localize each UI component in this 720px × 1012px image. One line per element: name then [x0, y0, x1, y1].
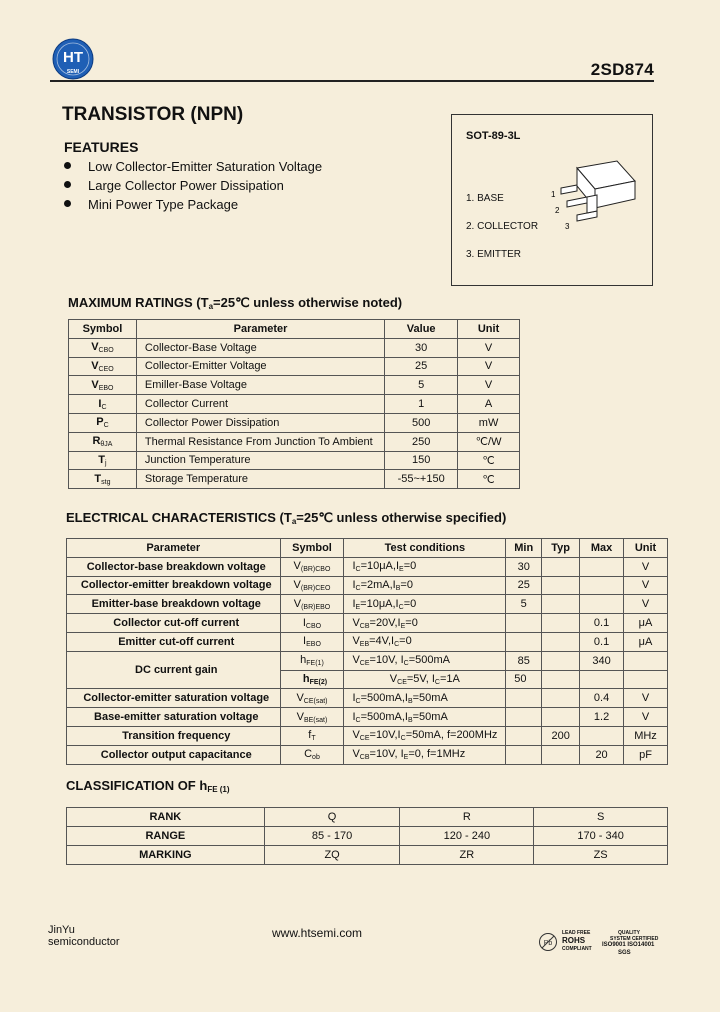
value-cell: 1: [385, 395, 458, 414]
parameter-cell: Collector-emitter breakdown voltage: [67, 576, 281, 595]
value-cell: 150: [385, 451, 458, 470]
table-row: [69, 432, 520, 451]
package-box: [451, 114, 653, 286]
unit-cell: V: [624, 595, 668, 614]
condition-cell: IC=500mA,IB=50mA: [344, 708, 506, 727]
symbol-cell: IC: [69, 395, 137, 414]
parameter-cell: Collector Current: [136, 395, 384, 414]
unit-cell: A: [458, 395, 520, 414]
condition-cell: VEB=4V,IC=0: [344, 632, 506, 651]
parameter-cell: Collector-Base Voltage: [136, 338, 384, 357]
min-cell: [506, 745, 542, 764]
max-cell: 0.1: [580, 614, 624, 633]
typ-cell: [542, 745, 580, 764]
table-header-row: Parameter Symbol Test conditions Min Typ Max Unit: [67, 539, 668, 558]
min-cell: [506, 689, 542, 708]
typ-cell: [542, 576, 580, 595]
symbol-cell: Cob: [280, 745, 344, 764]
parameter-cell: Emiller-Base Voltage: [136, 376, 384, 395]
value-cell: 30: [385, 338, 458, 357]
max-cell: 340: [580, 651, 624, 670]
parameter-cell: Base-emitter saturation voltage: [67, 708, 281, 727]
svg-text:2: 2: [555, 206, 560, 215]
svg-text:3: 3: [565, 222, 570, 231]
condition-cell: VCE=5V, IC=1A: [344, 670, 506, 689]
table-row: [69, 338, 520, 357]
classification-table: [66, 807, 668, 865]
svg-text:Pb: Pb: [543, 940, 553, 947]
typ-cell: [542, 595, 580, 614]
condition-cell: VCE=10V,IC=50mA, f=200MHz: [344, 726, 506, 745]
condition-cell: IE=10μA,IC=0: [344, 595, 506, 614]
typ-cell: [542, 614, 580, 633]
parameter-cell: Emitter cut-off current: [67, 632, 281, 651]
bullet-icon: [64, 181, 71, 188]
typ-cell: 200: [542, 726, 580, 745]
classification-cell: ZR: [400, 846, 534, 865]
typ-cell: [542, 708, 580, 727]
symbol-cell: ICBO: [280, 614, 344, 633]
unit-cell: V: [624, 708, 668, 727]
min-cell: [506, 708, 542, 727]
symbol-cell: hFE(2): [280, 670, 344, 689]
symbol-cell: VEBO: [69, 376, 137, 395]
typ-cell: [542, 670, 580, 689]
unit-cell: V: [624, 689, 668, 708]
page-title: TRANSISTOR (NPN): [62, 104, 244, 125]
parameter-cell: DC current gain: [67, 651, 281, 689]
typ-cell: [542, 689, 580, 708]
symbol-cell: VCBO: [69, 338, 137, 357]
table-row: [69, 395, 520, 414]
min-cell: [506, 632, 542, 651]
value-cell: 250: [385, 432, 458, 451]
classification-cell: 170 - 340: [534, 827, 668, 846]
classification-cell: S: [534, 808, 668, 827]
website-link[interactable]: www.htsemi.com: [272, 926, 363, 940]
value-cell: 500: [385, 413, 458, 432]
table-row: [67, 557, 668, 576]
symbol-cell: hFE(1): [280, 651, 344, 670]
unit-cell: MHz: [624, 726, 668, 745]
typ-cell: [542, 651, 580, 670]
table-row: [69, 451, 520, 470]
max-ratings-table: [68, 319, 520, 489]
table-header-row: Symbol Parameter Value Unit: [69, 320, 520, 339]
parameter-cell: Collector-base breakdown voltage: [67, 557, 281, 576]
table-row: [69, 470, 520, 489]
table-row: [67, 689, 668, 708]
electrical-table: [66, 538, 668, 765]
pin-label: 3. EMITTER: [466, 249, 522, 260]
symbol-cell: VBE(sat): [280, 708, 344, 727]
max-cell: 20: [580, 745, 624, 764]
unit-cell: V: [458, 376, 520, 395]
value-cell: 5: [385, 376, 458, 395]
classification-cell: MARKING: [67, 846, 265, 865]
symbol-cell: fT: [280, 726, 344, 745]
max-cell: [580, 726, 624, 745]
min-cell: 25: [506, 576, 542, 595]
table-row: [69, 357, 520, 376]
symbol-cell: VCEO: [69, 357, 137, 376]
symbol-cell: V(BR)EBO: [280, 595, 344, 614]
condition-cell: VCB=20V,IE=0: [344, 614, 506, 633]
unit-cell: μA: [624, 632, 668, 651]
min-cell: 5: [506, 595, 542, 614]
parameter-cell: Collector output capacitance: [67, 745, 281, 764]
min-cell: 50: [506, 670, 542, 689]
unit-cell: V: [458, 357, 520, 376]
classification-cell: RANGE: [67, 827, 265, 846]
table-row: [69, 413, 520, 432]
logo-subtext: SEMI: [66, 69, 80, 75]
table-row: [69, 376, 520, 395]
company-name: JinYu semiconductor: [48, 924, 120, 948]
table-row: [67, 708, 668, 727]
feature-item: Low Collector-Emitter Saturation Voltage: [64, 159, 322, 174]
parameter-cell: Transition frequency: [67, 726, 281, 745]
table-row: [67, 651, 668, 670]
value-cell: 25: [385, 357, 458, 376]
package-drawing-icon: [547, 153, 642, 238]
max-cell: [580, 557, 624, 576]
max-cell: 1.2: [580, 708, 624, 727]
features-heading: FEATURES: [64, 139, 139, 155]
table-row: [67, 726, 668, 745]
parameter-cell: Emitter-base breakdown voltage: [67, 595, 281, 614]
max-ratings-heading: MAXIMUM RATINGS ($T_a=25℃$ unless otherwise noted): [68, 295, 403, 311]
symbol-cell: RθJA: [69, 432, 137, 451]
certification-badges: Pb LEAD FREE ROHS COMPLIANT QUALITY SYSTEM CERTIFIED ISO9001 ISO14001 SGS: [538, 928, 678, 960]
classification-cell: 120 - 240: [400, 827, 534, 846]
table-row: [67, 632, 668, 651]
table-row: [67, 846, 668, 865]
classification-cell: Q: [264, 808, 400, 827]
symbol-cell: V(BR)CEO: [280, 576, 344, 595]
symbol-cell: Tstg: [69, 470, 137, 489]
classification-cell: 85 - 170: [264, 827, 400, 846]
condition-cell: IC=2mA,IB=0: [344, 576, 506, 595]
classification-cell: ZS: [534, 846, 668, 865]
header-divider: [50, 80, 654, 82]
table-row: [67, 595, 668, 614]
typ-cell: [542, 557, 580, 576]
logo-text: HT: [63, 49, 83, 66]
bullet-icon: [64, 162, 71, 169]
condition-cell: IC=10μA,IE=0: [344, 557, 506, 576]
classification-cell: R: [400, 808, 534, 827]
unit-cell: mW: [458, 413, 520, 432]
unit-cell: ℃: [458, 470, 520, 489]
pb-free-icon: [538, 932, 558, 952]
min-cell: [506, 726, 542, 745]
min-cell: 85: [506, 651, 542, 670]
condition-cell: VCB=10V, IE=0, f=1MHz: [344, 745, 506, 764]
bullet-icon: [64, 200, 71, 207]
typ-cell: [542, 632, 580, 651]
min-cell: 30: [506, 557, 542, 576]
unit-cell: [624, 651, 668, 670]
parameter-cell: Collector-emitter saturation voltage: [67, 689, 281, 708]
parameter-cell: Collector Power Dissipation: [136, 413, 384, 432]
classification-heading: CLASSIFICATION OF $h_{FE (1)}$: [66, 778, 230, 794]
parameter-cell: Junction Temperature: [136, 451, 384, 470]
part-number: 2SD874: [590, 60, 654, 79]
pin-label: 2. COLLECTOR: [466, 221, 539, 232]
condition-cell: VCE=10V, IC=500mA: [344, 651, 506, 670]
symbol-cell: Tj: [69, 451, 137, 470]
pin-label: 1. BASE: [466, 193, 504, 204]
unit-cell: ℃/W: [458, 432, 520, 451]
unit-cell: [624, 670, 668, 689]
table-row: [67, 808, 668, 827]
unit-cell: V: [458, 338, 520, 357]
max-cell: [580, 576, 624, 595]
value-cell: -55~+150: [385, 470, 458, 489]
table-row: [67, 827, 668, 846]
table-row: [67, 576, 668, 595]
unit-cell: V: [624, 557, 668, 576]
max-cell: 0.4: [580, 689, 624, 708]
symbol-cell: PC: [69, 413, 137, 432]
feature-item: Mini Power Type Package: [64, 197, 238, 212]
min-cell: [506, 614, 542, 633]
svg-text:1: 1: [551, 190, 556, 199]
electrical-heading: ELECTRICAL CHARACTERISTICS ($T_a=25℃$ unless otherwise specified): [66, 510, 507, 526]
condition-cell: IC=500mA,IB=50mA: [344, 689, 506, 708]
feature-item: Large Collector Power Dissipation: [64, 178, 284, 193]
symbol-cell: V(BR)CBO: [280, 557, 344, 576]
classification-cell: ZQ: [264, 846, 400, 865]
company-logo: [52, 38, 94, 80]
parameter-cell: Thermal Resistance From Junction To Ambient: [136, 432, 384, 451]
parameter-cell: Storage Temperature: [136, 470, 384, 489]
unit-cell: ℃: [458, 451, 520, 470]
max-cell: [580, 595, 624, 614]
symbol-cell: VCE(sat): [280, 689, 344, 708]
unit-cell: pF: [624, 745, 668, 764]
unit-cell: V: [624, 576, 668, 595]
symbol-cell: IEBO: [280, 632, 344, 651]
max-cell: 0.1: [580, 632, 624, 651]
parameter-cell: Collector cut-off current: [67, 614, 281, 633]
classification-cell: RANK: [67, 808, 265, 827]
table-row: [67, 614, 668, 633]
unit-cell: μA: [624, 614, 668, 633]
package-name: SOT-89-3L: [466, 130, 521, 142]
max-cell: [580, 670, 624, 689]
table-row: [67, 745, 668, 764]
parameter-cell: Collector-Emitter Voltage: [136, 357, 384, 376]
